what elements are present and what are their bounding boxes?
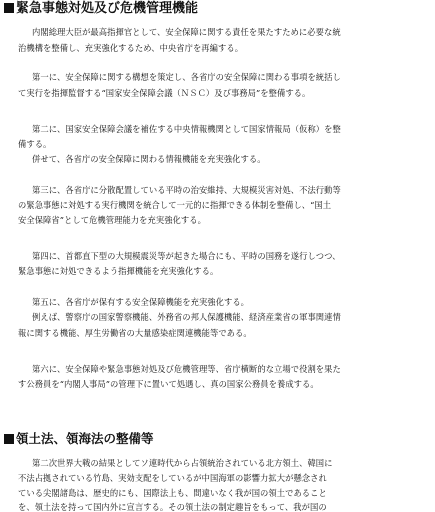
- paragraph-line: 緊急事態に対処できるよう指揮機能を充実強化する。: [18, 266, 219, 276]
- paragraph-line: 治機構を整備し、充実強化するため、中央省庁を再編する。: [18, 43, 244, 53]
- paragraph-line: を、領土法を持って国内外に宣言する。その領土法の制定趣旨をもって、我が国の: [18, 502, 327, 512]
- section-heading-territory-law: [4, 433, 154, 446]
- section-title: 緊急事態対処及び危機管理機能: [16, 1, 199, 16]
- paragraph-line: 第一に、安全保障に関する構想を策定し、各省庁の安全保障に関わる事項を統括し: [32, 72, 341, 82]
- paragraph-line: 安全保障省”として危機管理能力を充実強化する。: [18, 215, 206, 225]
- paragraph-line: 第四に、首都直下型の大規模震災等が起きた場合にも、平時の国務を遂行しつつ、: [32, 251, 341, 261]
- paragraph-line: ている尖閣諸島は、歴史的にも、国際法上も、間違いなく我が国の領土であること: [18, 488, 327, 498]
- paragraph-line: の緊急事態に対処する実行機関を統合して一元的に指揮できる体制を整備し、“国土: [18, 200, 332, 210]
- paragraph-line: 第五に、各省庁が保有する安全保障機能を充実強化する。: [32, 297, 250, 307]
- paragraph-line: 報に関する機能、厚生労働省の大量感染症関連機能等である。: [18, 328, 252, 338]
- paragraph-line: 第三に、各省庁に分散配置している平時の治安維持、大規模災害対処、不法行動等: [32, 185, 341, 195]
- paragraph-line: 内閣総理大臣が最高指揮官として、安全保障に関する責任を果たすために必要な統: [32, 27, 341, 37]
- section-title: 領土法、領海法の整備等: [16, 431, 154, 446]
- paragraph-line: 不法占拠されている竹島、実効支配をしているが中国海軍の影響力拡大が懸念され: [18, 473, 327, 483]
- paragraph-line: 備する。: [18, 139, 52, 149]
- black-square-bullet-icon: [4, 3, 14, 13]
- black-square-bullet-icon: [4, 434, 14, 444]
- paragraph-line: す公務員を“内閣人事局”の管理下に置いて処遇し、真の国家公務員を養成する。: [18, 379, 319, 389]
- paragraph-line: 第二に、国家安全保障会議を補佐する中央情報機関として国家情報局（仮称）を整: [32, 124, 341, 134]
- paragraph-line: 例えば、警察庁の国家警察機能、外務省の邦人保護機能、経済産業省の軍事関連情: [32, 312, 341, 322]
- paragraph-line: 第二次世界大戦の結果としてソ連時代から占領統治されている北方領土、韓国に: [32, 458, 333, 468]
- section-heading-crisis-management: [4, 2, 198, 15]
- paragraph-line: て実行を指揮監督する“国家安全保障会議（ＮＳＣ）及び事務局”を整備する。: [18, 88, 311, 98]
- paragraph-line: 併せて、各省庁の安全保障に関わる情報機能を充実強化する。: [32, 154, 266, 164]
- paragraph-line: 第六に、安全保障や緊急事態対処及び危機管理等、省庁横断的な立場で役割を果た: [32, 364, 341, 374]
